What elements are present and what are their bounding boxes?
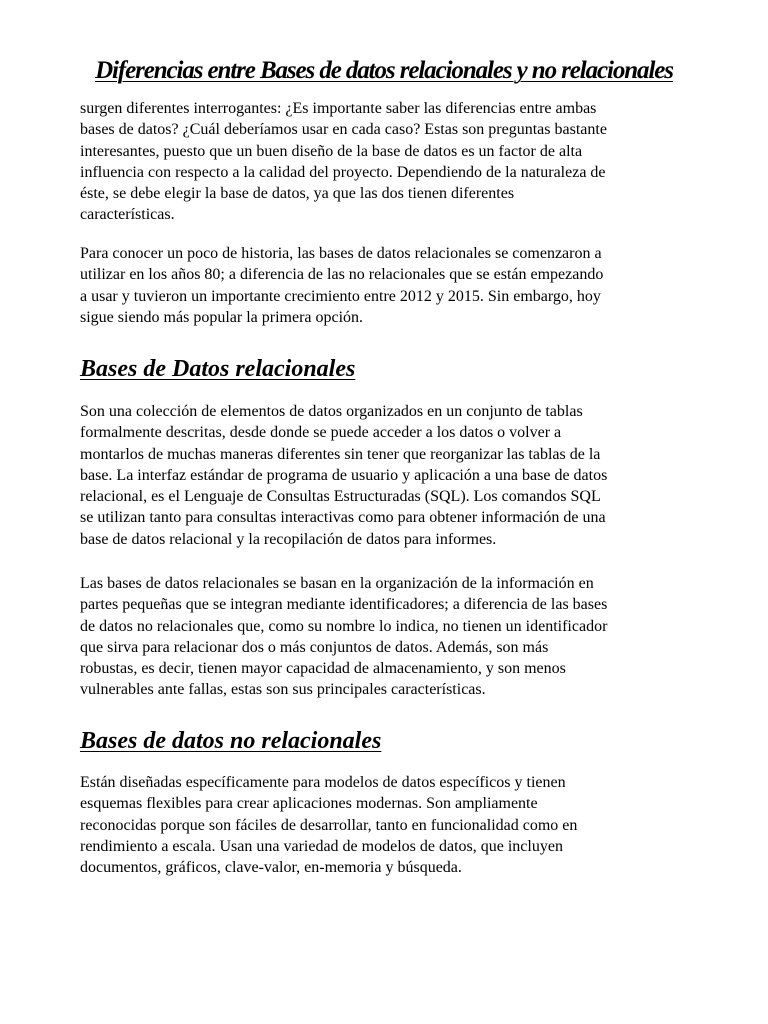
relational-paragraph-2: Las bases de datos relacionales se basan en la organización de la información en partes pequeñas que se integran mediante identificadores; a diferencia de las bases de datos no relacionales que, como su nombre lo indica, no tienen un identificador que sirva para relacionar dos o más conjuntos de datos. Además, son más robustas, es decir, tienen mayor capacidad de almacenamiento, y son menos vulnerables ante fallas, estas son sus principales características. [80, 575, 608, 699]
relational-paragraph-1: Son una colección de elementos de datos organizados en un conjunto de tablas formalmente descritas, desde donde se puede acceder a los datos o volver a montarlos de muchas maneras diferentes sin tener que reorganizar las tablas de la base. La interfaz estándar de programa de usuario y aplicación a una base de datos relacional, es el Lenguaje de Consultas Estructuradas (SQL). Los comandos SQL se utilizan tanto para consultas interactivas como para obtener información de una base de datos relacional y la recopilación de datos para informes. [80, 403, 608, 548]
intro-paragraph-2: Para conocer un poco de historia, las bases de datos relacionales se comenzaron a utilizar en los años 80; a diferencia de las no relacionales que se están empezando a usar y tuvieron un importante crecimiento entre 2012 y 2015. Sin embargo, hoy sigue siendo más popular la primera opción. [80, 245, 604, 326]
intro-paragraph-1: surgen diferentes interrogantes: ¿Es importante saber las diferencias entre ambas bases de datos? ¿Cuál deberíamos usar en cada caso? Estas son preguntas bastante interesantes, puesto que un buen diseño de la base de datos es un factor de alta influencia con respecto a la calidad del proyecto. Dependiendo de la naturaleza de éste, se debe elegir la base de datos, ya que las dos tienen diferentes características. [80, 100, 607, 224]
document-title: Diferencias entre Bases de datos relacionales y no relacionales [95, 57, 673, 84]
section-heading-non-relational: Bases de datos no relacionales [80, 728, 382, 754]
non-relational-paragraph-1: Están diseñadas específicamente para modelos de datos específicos y tienen esquemas flexibles para crear aplicaciones modernas. Son ampliamente reconocidas porque son fáciles de desarrollar, tanto en funcionalidad como en rendimiento a escala. Usan una variedad de modelos de datos, que incluyen documentos, gráficos, clave-valor, en-memoria y búsqueda. [80, 774, 578, 877]
section-heading-relational: Bases de Datos relacionales [80, 356, 356, 382]
